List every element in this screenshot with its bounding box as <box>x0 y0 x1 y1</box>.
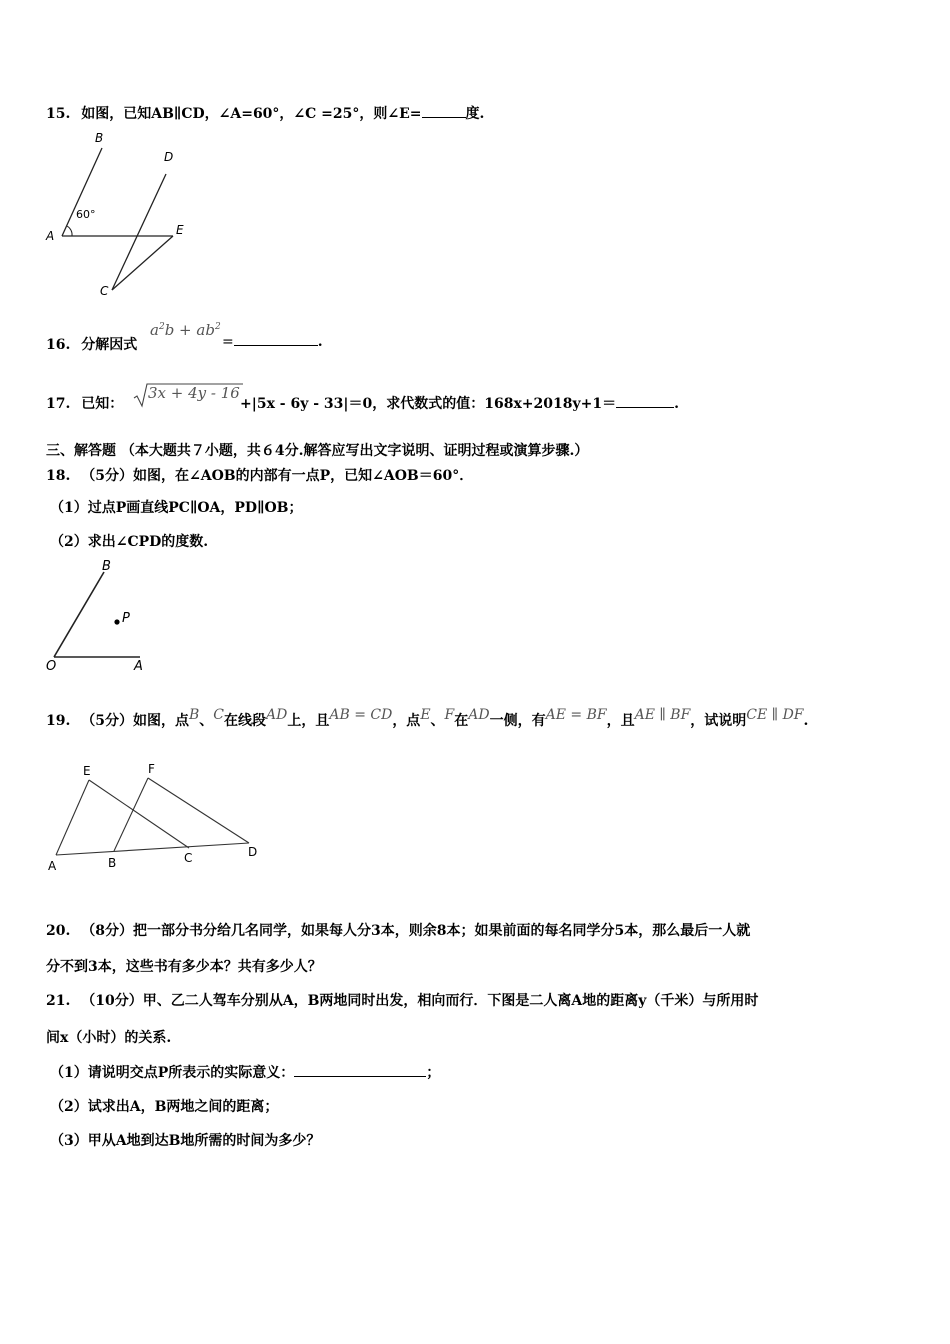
q18-ray-OB <box>54 572 104 657</box>
q17-radicand: 3x + 4y - 16 <box>148 384 240 402</box>
q19-segment-BF <box>114 778 148 851</box>
q18-label-A: A <box>134 659 143 674</box>
q18-label-B: B <box>102 559 111 574</box>
q15-line-CE <box>112 236 173 290</box>
section3-title: 三、解答题 （本大题共７小题，共６4分.解答应写出文字说明、证明过程或演算步骤.） <box>46 443 589 459</box>
q18-number: 18. <box>46 468 71 484</box>
q19-number: 19. <box>46 713 71 729</box>
q16-line <box>46 334 137 354</box>
q15-label-angle: 60° <box>76 208 96 221</box>
q19-label-E: E <box>83 764 91 778</box>
q15-label-B: B <box>95 131 104 145</box>
q17-rest: +|5x - 6y - 33|＝0，求代数式的值：168x+2018y+1＝ . <box>240 396 679 412</box>
q19-label-D: D <box>248 845 258 859</box>
q16-answer: = . <box>222 334 323 350</box>
q15-line-CD <box>112 174 166 290</box>
q21-sub3: （3）甲从A地到达B地所需的时间为多少？ <box>50 1133 321 1149</box>
q19-segment-AD <box>56 843 249 855</box>
q19-segment-EC <box>89 780 189 848</box>
q15-label-A: A <box>46 229 55 243</box>
q18-sub2: （2）求出∠CPD的度数. <box>50 534 209 550</box>
q15-text: 如图，已知AB∥CD，∠A=60°，∠C =25°，则∠E= <box>81 106 422 122</box>
q21-line2: 间x（小时）的关系. <box>46 1030 172 1046</box>
q19-label-C: C <box>184 851 193 865</box>
q15-label-C: C <box>100 284 109 298</box>
q19-label-B: B <box>108 856 117 870</box>
q19-figure <box>44 760 270 872</box>
q16-expression: $a^2b + ab^2$ <box>150 321 221 339</box>
q18-line <box>46 465 473 485</box>
q20-number: 20. <box>46 923 71 939</box>
q18-point-P <box>114 619 119 624</box>
q15-answer-blank[interactable] <box>422 117 466 118</box>
q20-line2: 分不到3本，这些书有多少本？共有多少人？ <box>46 959 322 975</box>
q20-line1: 20. （8分）把一部分书分给几名同学，如果每人分3本，则余8本；如果前面的每名同学分5本，那么最后一人就 <box>46 923 751 939</box>
q21-line1: 21. （10分）甲、乙二人驾车分别从A，B两地同时出发，相向而行．下图是二人离A地的距离y（千米）与所用时 <box>46 993 759 1009</box>
q17-answer-blank[interactable] <box>616 407 674 408</box>
q18-label-O: O <box>46 659 57 674</box>
q17-number: 17. <box>46 396 71 412</box>
q16-number: 16. <box>46 337 71 353</box>
q15-text-end: 度. <box>465 106 485 122</box>
q15-line <box>46 103 484 123</box>
q18-text: （5分）如图，在∠AOB的内部有一点P，已知∠AOB＝60°． <box>81 468 474 484</box>
q21-answer-blank[interactable] <box>294 1076 426 1077</box>
q19-label-A: A <box>48 859 57 872</box>
q19-line: 19. （5分）如图，点B、C在线段AD上，且AB = CD，点E、F在AD一侧，有AE = BF，且AE ∥ BF，试说明CE ∥ DF. <box>46 707 809 729</box>
q15-label-D: D <box>164 150 174 164</box>
q21-sub1: （1）请说明交点P所表示的实际意义： ； <box>50 1065 441 1081</box>
q21-number: 21. <box>46 993 71 1009</box>
q16-answer-blank[interactable] <box>234 345 318 346</box>
q16-text: 分解因式 <box>81 337 138 353</box>
q15-figure <box>40 130 200 300</box>
q19-segment-AE <box>56 780 89 855</box>
q18-label-P: P <box>122 611 130 626</box>
q15-angle-arc <box>67 226 72 236</box>
q17-line <box>46 393 123 413</box>
q18-sub1: （1）过点P画直线PC∥OA，PD∥OB； <box>50 500 303 516</box>
q21-sub2: （2）试求出A，B两地之间的距离； <box>50 1099 279 1115</box>
q19-segment-FD <box>148 778 249 843</box>
q15-line-AB <box>62 148 102 236</box>
q18-figure <box>44 556 154 674</box>
q15-label-E: E <box>176 223 184 237</box>
q17-text: 已知： <box>81 396 124 412</box>
q19-label-F: F <box>148 762 155 776</box>
q15-number: 15. <box>46 106 71 122</box>
